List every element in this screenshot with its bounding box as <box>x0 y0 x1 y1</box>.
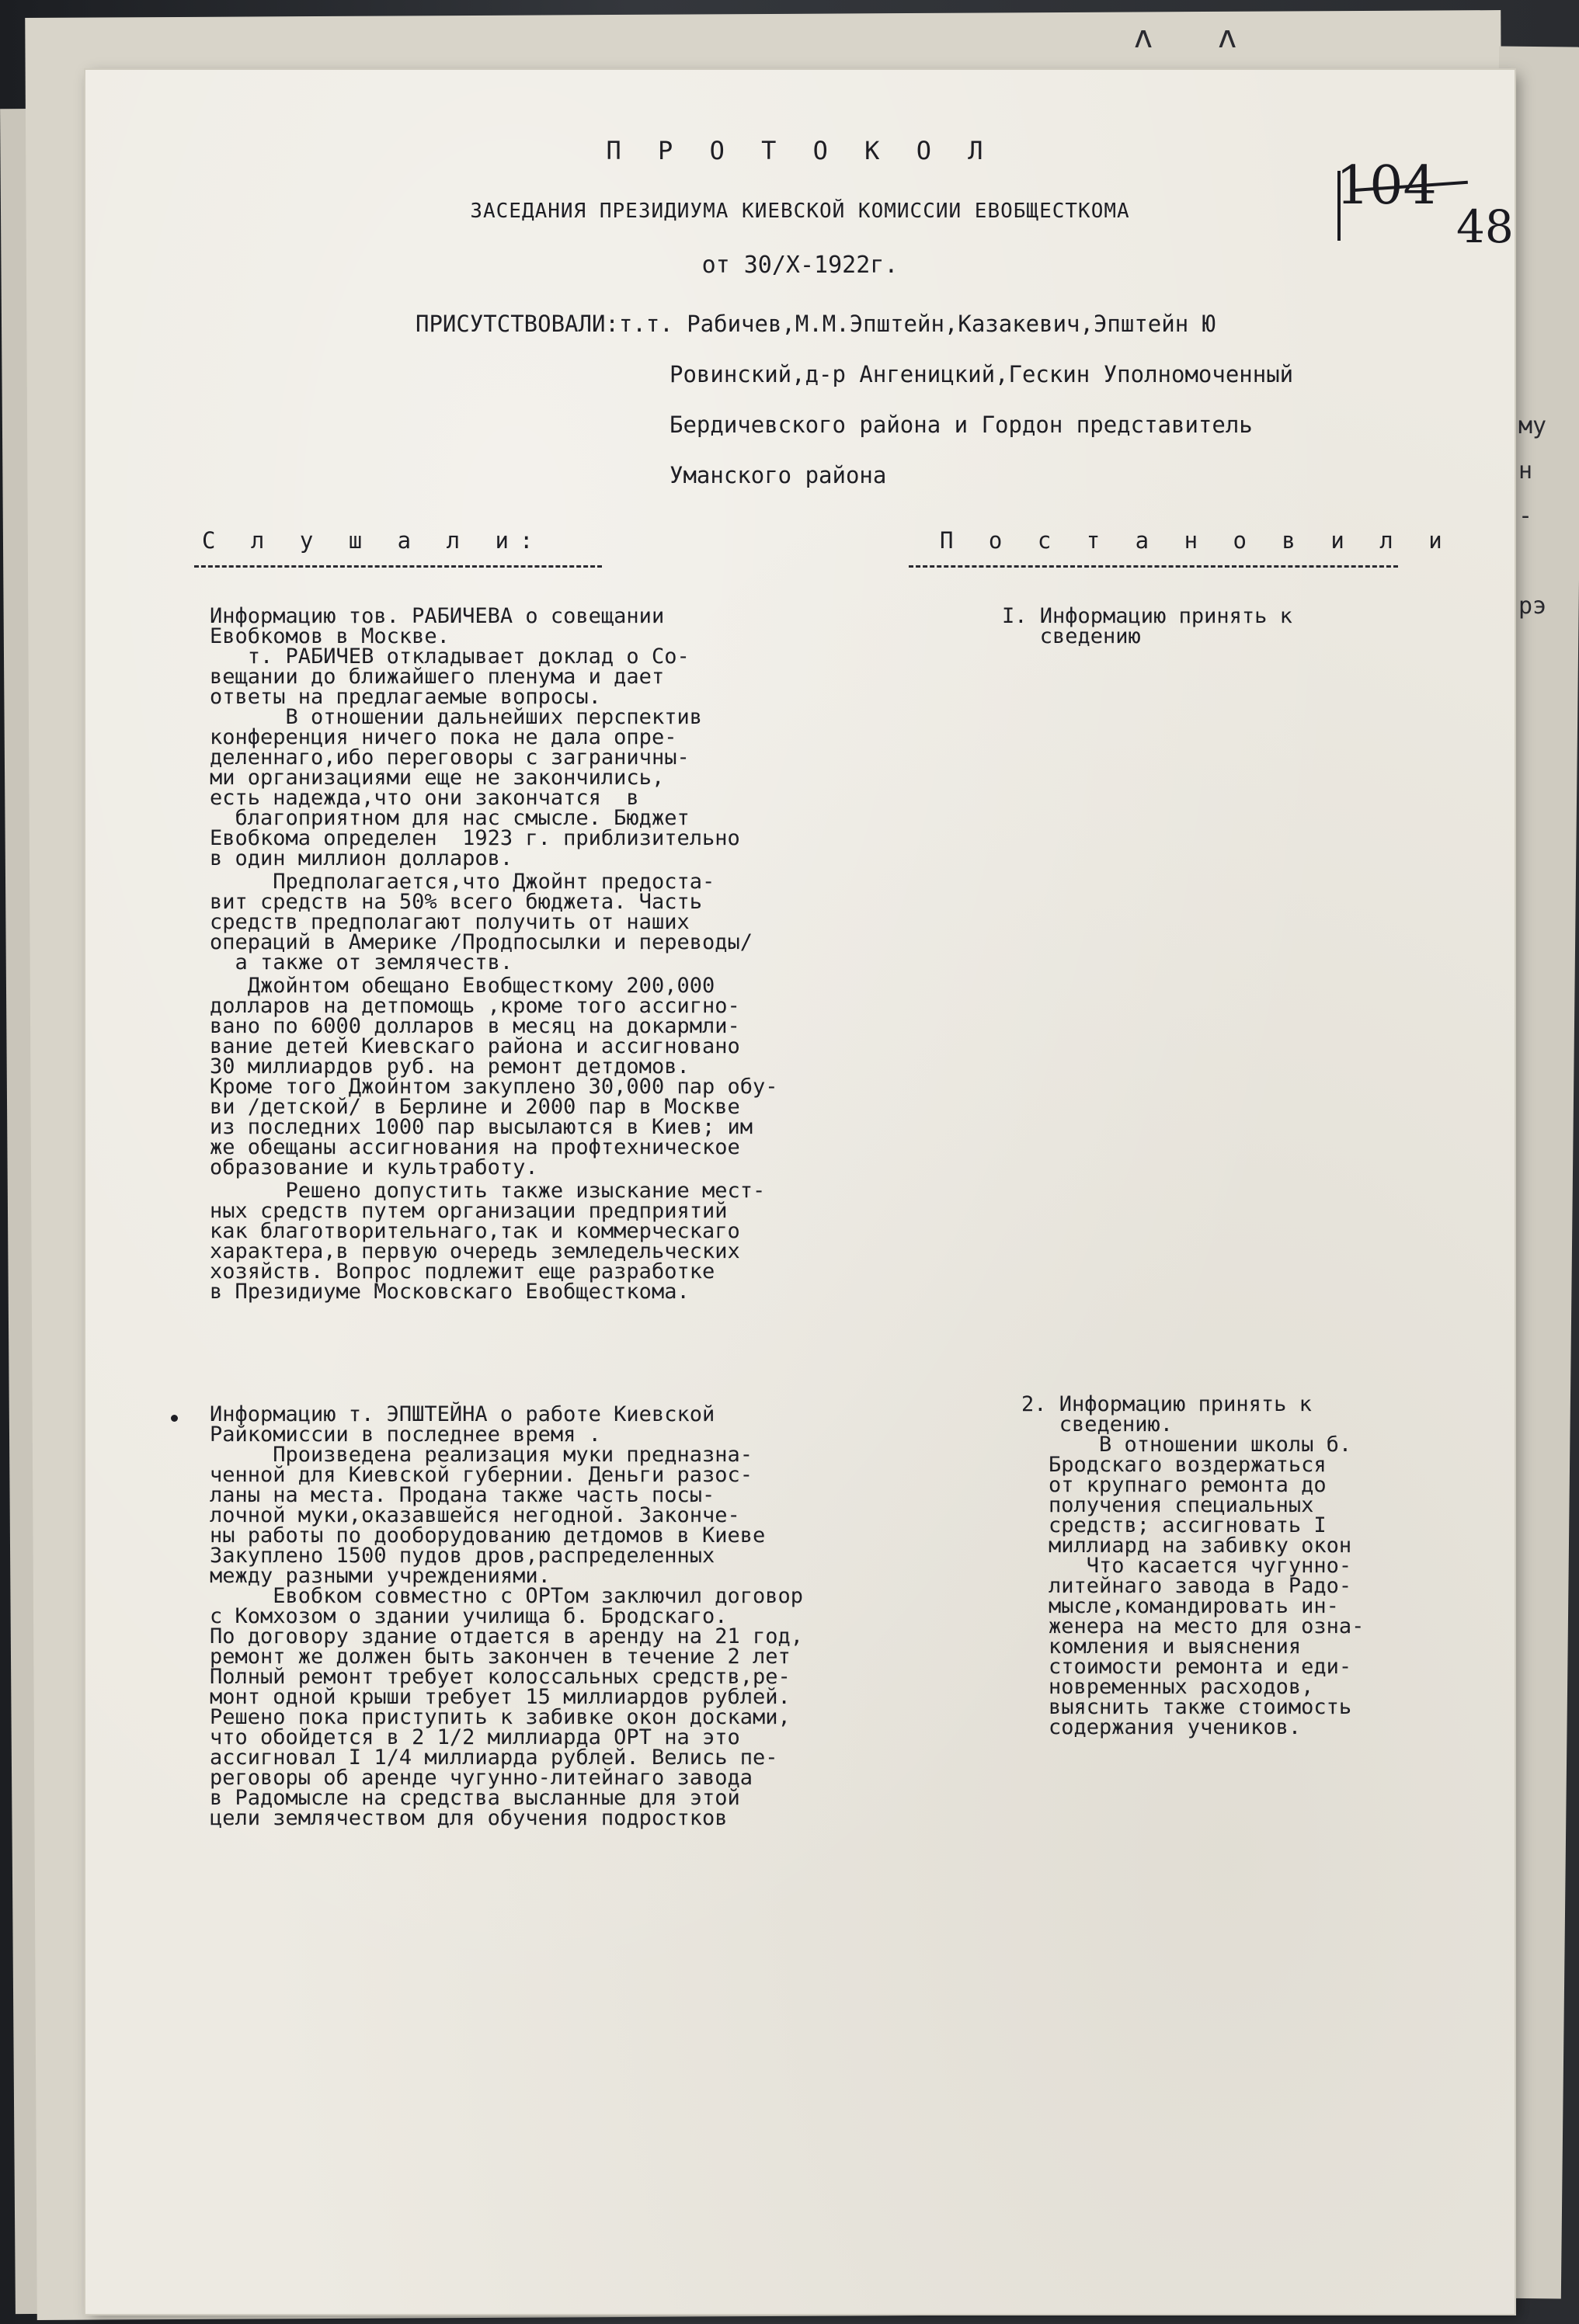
text-line: стоимости ремонта и еди- <box>1049 1655 1352 1679</box>
text-line: вание детей Киевскаго района и ассигновано <box>210 1034 740 1058</box>
text-line: конференция ничего пока не дала опре- <box>210 725 677 749</box>
text-line: По договору здание отдается в аренду на 21 год, <box>210 1624 804 1648</box>
text-line: Закуплено 1500 пудов дров,распределенных <box>210 1544 715 1568</box>
text-line: долларов на детпомощь ,кроме того ассигно- <box>210 994 740 1018</box>
text-line: благоприятном для нас смысле. Бюджет <box>210 806 690 830</box>
text-line: операций в Америке /Продпосылки и переводы/ <box>210 930 753 954</box>
text-line: I. Информацию принять к <box>1002 604 1292 628</box>
text-line: средств предполагают получить от наших <box>210 910 690 934</box>
text-line: вано по 6000 долларов в месяц на докармли- <box>210 1014 740 1038</box>
attendees-line: ПРИСУТСТВОВАЛИ:т.т. Рабичев,М.М.Эпштейн,Казакевич,Эпштейн Ю <box>416 311 1216 337</box>
text-line: а также от землячеств. <box>210 950 513 974</box>
text-line: миллиард на забивку окон <box>1049 1534 1352 1558</box>
text-line: характера,в первую очередь земледельческих <box>210 1239 740 1263</box>
text-line: Евобкомов в Москве. <box>210 624 450 648</box>
text-line: вещании до ближайшего пленума и дает <box>210 665 665 689</box>
text-line: 30 миллиардов руб. на ремонт детдомов. <box>210 1054 690 1079</box>
text-line: вит средств на 50% всего бюджета. Часть <box>210 890 702 914</box>
text-line: между разными учреждениями. <box>210 1564 551 1588</box>
text-line: Кроме того Джойнтом закуплено 30,000 пар обу- <box>210 1075 778 1099</box>
text-line: 2. Информацию принять к <box>1021 1392 1312 1416</box>
text-line: мысле,командировать ин- <box>1049 1594 1339 1618</box>
text-line: В отношении дальнейших перспектив <box>210 705 702 729</box>
attendees-line: Ровинский,д-р Ангеницкий,Гескин Уполномоченный <box>670 361 1294 387</box>
column-heading-heard-underline <box>194 565 602 568</box>
text-line: в Радомысле на средства высланные для этой <box>210 1786 740 1810</box>
text-line: Что касается чугунно- <box>1049 1554 1352 1578</box>
document-subtitle: ЗАСЕДАНИЯ ПРЕЗИДИУМА КИЕВСКОЙ КОМИССИИ ЕВОБЩЕСТКОМА <box>470 200 1130 223</box>
text-line: Предполагается,что Джойнт предоста- <box>210 870 715 894</box>
text-line: сведению <box>1002 624 1141 648</box>
attendees-line: Уманского района <box>670 462 887 488</box>
attendees-line: Бердичевского района и Гордон представитель <box>670 412 1253 438</box>
text-line: получения специальных <box>1049 1493 1314 1517</box>
edge-mark: - <box>1518 502 1533 530</box>
text-line: Произведена реализация муки предназна- <box>210 1443 753 1467</box>
text-line: средств; ассигновать I <box>1049 1513 1327 1537</box>
text-line: Бродскаго воздержаться <box>1049 1453 1327 1477</box>
text-line: реговоры об аренде чугунно-литейнаго завода <box>210 1766 753 1790</box>
text-line: новременных расходов, <box>1049 1675 1314 1699</box>
text-line: ответы на предлагаемые вопросы. <box>210 685 601 709</box>
text-line: Решено пока приступить к забивке окон досками, <box>210 1705 791 1729</box>
protocol-page <box>85 70 1515 2314</box>
text-line: Джойнтом обещано Евобщесткому 200,000 <box>210 974 715 998</box>
text-line: т. РАБИЧЕВ откладывает доклад о Со- <box>210 644 690 669</box>
text-line: в Президиуме Московскаго Евобщесткома. <box>210 1280 690 1304</box>
text-line: выяснить также стоимость <box>1049 1695 1352 1719</box>
edge-mark: му <box>1518 412 1547 439</box>
text-line: сведению. <box>1021 1412 1174 1436</box>
text-line: ремонт же должен быть закончен в течение 2 лет <box>210 1645 791 1669</box>
edge-mark: н <box>1518 457 1533 485</box>
text-line: хозяйств. Вопрос подлежит еще разработке <box>210 1259 715 1284</box>
text-line: Евобкома определен 1923 г. приблизительно <box>210 826 740 850</box>
text-line: образование и культработу. <box>210 1155 538 1179</box>
text-line: Решено допустить также изыскание мест- <box>210 1179 766 1203</box>
text-line: монт одной крыши требует 15 миллиардов рублей. <box>210 1685 791 1709</box>
text-line: с Комхозом о здании училища б. Бродскаго. <box>210 1604 728 1628</box>
text-line: комления и выяснения <box>1049 1634 1302 1659</box>
text-line: в один миллион долларов. <box>210 846 513 870</box>
text-line: ви /детской/ в Берлине и 2000 пар в Москве <box>210 1095 740 1119</box>
item2-bullet <box>171 1415 178 1422</box>
text-line: лочной муки,оказавшейся негодной. Законче- <box>210 1503 740 1527</box>
right-edge-marks <box>1518 404 1546 629</box>
text-line: литейнаго завода в Радо- <box>1049 1574 1352 1598</box>
text-line: из последних 1000 пар высылаются в Киев; им <box>210 1115 753 1139</box>
text-line: есть надежда,что они закончатся в <box>210 786 639 810</box>
edge-mark: рэ <box>1518 592 1547 620</box>
text-line: ны работы по дооборудованию детдомов в Киеве <box>210 1523 766 1548</box>
text-line: ми организациями еще не закончились, <box>210 766 665 790</box>
text-line: женера на место для озна- <box>1049 1614 1365 1638</box>
text-line: Информацию т. ЭПШТЕЙНА о работе Киевской <box>210 1402 715 1426</box>
column-heading-heard: С л у ш а л и: <box>202 527 544 554</box>
column-heading-resolved: П о с т а н о в и л и <box>940 527 1453 554</box>
text-line: Райкомиссии в последнее время . <box>210 1423 601 1447</box>
text-line: ассигновал I 1/4 миллиарда рублей. Велись пе- <box>210 1746 778 1770</box>
sheet-number-handwritten: 48 <box>1456 200 1514 253</box>
text-line: ченной для Киевской губернии. Деньги разос- <box>210 1463 753 1487</box>
document-title: П Р О Т О К О Л <box>606 136 994 165</box>
text-line: Евобком совместно с ОРТом заключил договор <box>210 1584 804 1608</box>
document-date: от 30/Х-1922г. <box>701 252 899 279</box>
text-line: ных средств путем организации предприятий <box>210 1199 728 1223</box>
text-line: от крупнаго ремонта до <box>1049 1473 1327 1497</box>
text-line: В отношении школы б. <box>1049 1433 1352 1457</box>
text-line: Информацию тов. РАБИЧЕВА о совещании <box>210 604 665 628</box>
text-line: как благотворительнаго,так и коммерческаго <box>210 1219 740 1243</box>
text-line: что обойдется в 2 1/2 миллиарда ОРТ на это <box>210 1725 740 1749</box>
text-line: Полный ремонт требует колоссальных средств,ре- <box>210 1665 791 1689</box>
text-line: цели землячеством для обучения подростков <box>210 1806 728 1830</box>
text-line: ланы на места. Продана также часть посы- <box>210 1483 715 1507</box>
archive-number-handwritten: 104 <box>1336 155 1437 217</box>
text-line: же обещаны ассигнования на профтехническое <box>210 1135 740 1159</box>
top-edge-marks: ʌ ʌ <box>1134 19 1261 55</box>
text-line: деленнаго,ибо переговоры с заграничны- <box>210 745 690 769</box>
column-heading-resolved-underline <box>909 565 1398 568</box>
text-line: содержания учеников. <box>1049 1715 1302 1739</box>
